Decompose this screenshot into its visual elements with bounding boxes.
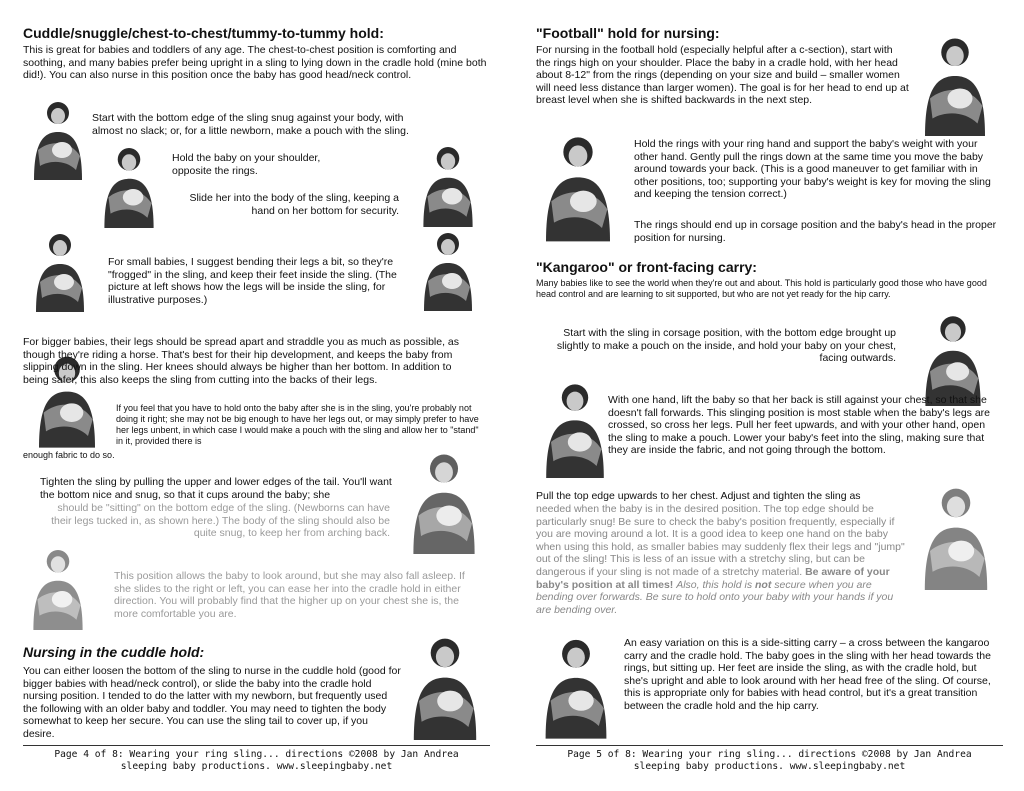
kangaroo-step-2: With one hand, lift the baby so that her back is still against your chest, so that she doesn't fall forwards. This slinging position is most stable when the baby's legs are crossed, so cross her legs. Pull her feet upwards, and with your other hand, open the sling to make a pouch. Lower your baby's feet into the sling, making sure that they are inside the fabric, and not going through the bottom. <box>608 394 991 457</box>
photo-slide-baby-in <box>412 145 484 227</box>
football-hold-title: "Football" hold for nursing: <box>536 25 720 41</box>
kangaroo-step-1: Start with the sling in corsage position, with the bottom edge brought up slightly to make a pouch on the inside, and hold your baby on your chest, facing outwards. <box>556 327 896 365</box>
small-babies-text: For small babies, I suggest bending their legs a bit, so they're "frogged" in the sling, and keep their feet inside the sling. (The picture at left shows how the legs will be inside the sling, for illustrative purposes.) <box>108 256 397 306</box>
footer-line-2: sleeping baby productions. www.sleepingbaby.net <box>633 761 906 772</box>
tighten-text: Tighten the sling by pulling the upper and lower edges of the tail. You'll want the bottom nice and snug, so that it cups around the baby; she <box>40 476 392 501</box>
photo-kangaroo-outward <box>910 314 996 406</box>
photo-baby-on-shoulder <box>92 146 166 228</box>
photo-look-around <box>22 548 94 630</box>
kangaroo-caution-end: secure when you are bending over forwards. Be sure to hold onto your baby with your hands if you are bending over. <box>536 578 894 616</box>
photo-legs-inside <box>412 231 484 311</box>
page-footer <box>23 749 490 773</box>
page-footer <box>536 749 1003 773</box>
nursing-cuddle-text: You can either loosen the bottom of the sling to nurse in the cuddle hold (good for bigger babies with head/neck control), or slide the baby into the cradle hold nursing position. I tended to do the latter with my newborn, but frequently used the following with an older baby and toddler. You may need to tighten the body somewhat to keep her secure. You can use the sling tail to cover up, if you desire. <box>23 665 401 740</box>
photo-tighten-sling <box>404 452 484 554</box>
cuddle-step-1: Start with the bottom edge of the sling snug against your body, with almost no slack; or, for a little newborn, make a pouch with the sling. <box>92 112 409 137</box>
photo-side-sitting <box>538 636 614 740</box>
photo-sling-start <box>24 100 92 180</box>
cuddle-step-2: Hold the baby on your shoulder, opposite the rings. <box>172 152 321 177</box>
footer-line-2: sleeping baby productions. www.sleepingbaby.net <box>120 761 393 772</box>
cuddle-step-3: Slide her into the body of the sling, keeping a hand on her bottom for security. <box>189 192 399 217</box>
cuddle-intro: This is great for babies and toddlers of any age. The chest-to-chest position is comforting and soothing, and many babies prefer being upright in a sling to lying down in the cradle hold (mine both did!). You can also nurse in this position once the baby has good head/neck control. <box>23 44 487 82</box>
photo-football-shift <box>538 132 618 244</box>
bigger-babies-note: If you feel that you have to hold onto the baby after she is in the sling, you're probably not doing it right; she may not be big enough to have her legs out, or may simply prefer to have her legs unbent, in which case I would make a pouch with the sling and allow her to "stand" in it, provided there is <box>116 403 479 446</box>
kangaroo-intro: Many babies like to see the world when they're out and about. This hold is particularly good those who have good head control and are learning to sit supported, but who are not yet ready for the hip carry. <box>536 278 987 299</box>
kangaroo-caution-bold: Be aware of your baby's position at all times! <box>536 565 890 591</box>
tighten-text-faded: should be "sitting" on the bottom edge of the sling. (Newborns can have their legs tucked in, as shown here.) The body of the sling should also be quite snug, to keep her from arching back. <box>51 502 390 540</box>
photo-football-rings-high <box>916 36 994 136</box>
position-text: This position allows the baby to look around, but she may also fall asleep. If she slides to the right or left, you can ease her into the cradle hold in either direction. You will probably find that the higher up on your chest she is, the more comfortable you are. <box>114 570 465 620</box>
kangaroo-title: "Kangaroo" or front-facing carry: <box>536 259 757 275</box>
bigger-babies-note-end: enough fabric to do so. <box>23 450 115 460</box>
right-page <box>512 0 1024 791</box>
nursing-cuddle-title: Nursing in the cuddle hold: <box>23 644 205 660</box>
footer-line-1: Page 4 of 8: Wearing your ring sling... directions ©2008 by Jan Andrea <box>54 749 459 760</box>
football-text: For nursing in the football hold (especially helpful after a c-section), start with the rings high on your shoulder. Place the baby in a cradle hold, with her head about 8-12" from the rings (depending on your size and build – smaller women will need less distance than larger women). The goal is for her head to end up at breast level when she is shifted backwards in the next step. <box>536 44 909 107</box>
bigger-babies-text: For bigger babies, their legs should be spread apart and straddle you as much as possible, as though they're riding a horse. That's best for their hip development, and keeps the baby from slipping down in the sling. Her knees should always be higher than her bottom. In addition to being safer, this also keeps the sling from cutting into the backs of their legs. <box>23 336 460 386</box>
photo-kangaroo-adjust <box>916 486 996 590</box>
football-step-2: Hold the rings with your ring hand and support the baby's weight with your other hand. Gently pull the rings down at the same time you move the baby around towards your back. (This is a good maneuver to get familiar with in other positions, too; supporting your baby's weight is key for moving the sling and keeping the tension correct.) <box>634 138 991 201</box>
kangaroo-step-3-lead: Pull the top edge upwards to her chest. Adjust and tighten the sling as <box>536 490 861 502</box>
photo-nursing-cuddle <box>405 636 485 740</box>
kangaroo-caution-also: Also, this hold is <box>676 578 753 591</box>
kangaroo-step-3-caution <box>536 503 910 616</box>
photo-frogged-legs <box>24 232 96 312</box>
footer-rule <box>536 745 1003 746</box>
cuddle-hold-title: Cuddle/snuggle/chest-to-chest/tummy-to-tummy hold: <box>23 25 384 41</box>
side-sitting-text: An easy variation on this is a side-sitting carry – a cross between the kangaroo carry and the cradle hold. The baby goes in the sling with her head towards the rings, but sitting up. Her feet are inside the sling, as with the cradle hold, but she's upright and able to look around with her head free of the sling. Of course, this is appropriate only for babies with head control, but it's a great transition between the cradle hold and the hip carry. <box>624 637 991 712</box>
kangaroo-caution-text: needed when the baby is in the desired position. The top edge should be particularly snug! Be sure to check the baby's position frequently, especially if you are moving around a lot. It is a good idea to keep one hand on the baby when using this hold, as smaller babies may suddenly flex their legs and "jump" out of the sling! This is less of an issue with a stretchy sling, but can be dangerous if your sling is not made of a stretchy material. <box>536 503 905 578</box>
footer-line-1: Page 5 of 8: Wearing your ring sling... directions ©2008 by Jan Andrea <box>567 749 972 760</box>
kangaroo-caution-not: not <box>755 578 772 591</box>
photo-kangaroo-lift <box>538 382 612 478</box>
footer-rule <box>23 745 490 746</box>
football-step-3: The rings should end up in corsage position and the baby's head in the proper position for nursing. <box>634 219 997 244</box>
